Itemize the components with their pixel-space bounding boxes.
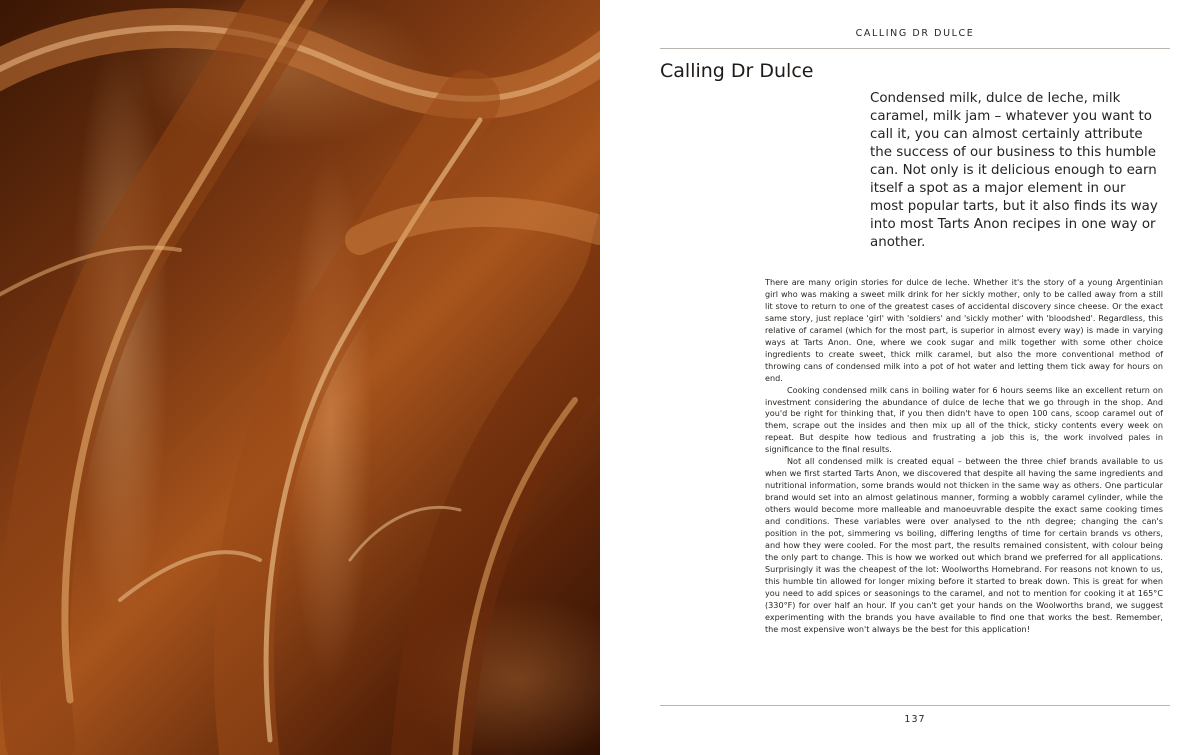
chapter-title: Calling Dr Dulce	[660, 60, 814, 82]
body-text	[765, 277, 1163, 636]
page-number: 137	[904, 714, 926, 725]
intro-paragraph: Condensed milk, dulce de leche, milk caramel, milk jam – whatever you want to call it, you can almost certainly attribute the success of our business to this humble can. Not only is it delicious enough to earn itself a spot as a major element in our most popular tarts, but it also finds its way into most Tarts Anon recipes in one way or another.	[870, 91, 1158, 250]
body-paragraph: Not all condensed milk is created equal – between the three chief brands available to us when we first started Tarts Anon, we discovered that despite all having the same ingredients and nutritional information, some brands would not thicken in the same way as others. One particular brand would set into an almost gelatinous manner, forming a wobbly caramel cylinder, while the others would become more malleable and manoeuvrable despite the exact same cooking times and conditions. These variables were over analysed to the nth degree; changing the can's position in the pot, simmering vs boiling, differing lengths of time for certain brands vs others, and how they were cooled. For the most part, the results remained consistent, with colour being the only part to change. This is how we worked out which brand we preferred for all applications. Surprisingly it was the cheapest of the lot: Woolworths Homebrand. For reasons not known to us, this humble tin allowed for longer mixing before it started to break down. This is great for when you need to add spices or seasonings to the caramel, and not to mention for cooking it at 165°C (330°F) for over half an hour. If you can't get your hands on the Woolworths brand, we suggest experimenting with the brands you have available to find one that works the best. Remember, the most expensive won't always be the best for this application!	[765, 456, 1163, 634]
footer-divider	[660, 705, 1170, 706]
body-paragraph: Cooking condensed milk cans in boiling water for 6 hours seems like an excellent return on investment considering the abundance of dulce de leche that we go through in the shop. And you'd be right for thinking that, if you then didn't have to open 100 cans, scoop caramel out of them, scrape out the insides and then mix up all of the thick, sticky contents every week on repeat. But despite how tedious and frustrating a job this is, the work involved pales in significance to the final results.	[765, 384, 1163, 455]
header-divider	[660, 48, 1170, 49]
running-head: CALLING DR DULCE	[855, 28, 975, 39]
body-paragraph: There are many origin stories for dulce de leche. Whether it's the story of a young Argentinian girl who was making a sweet milk drink for her sickly mother, only to be called away from a still lit stove to return to one of the greatest cases of accidental discovery since cheese. Or the exact same story, just replace 'girl' with 'soldiers' and 'sickly mother' with 'bloodshed'. Regardless, this relative of caramel (which for the most part, is superior in almost every way) is made in varying ways at Tarts Anon. One, where we cook sugar and milk together with some other choice ingredients to create sweet, thick milk caramel, but also the more conventional method of throwing cans of condensed milk into a pot of hot water and letting them tick away for hours on end.	[765, 277, 1163, 383]
